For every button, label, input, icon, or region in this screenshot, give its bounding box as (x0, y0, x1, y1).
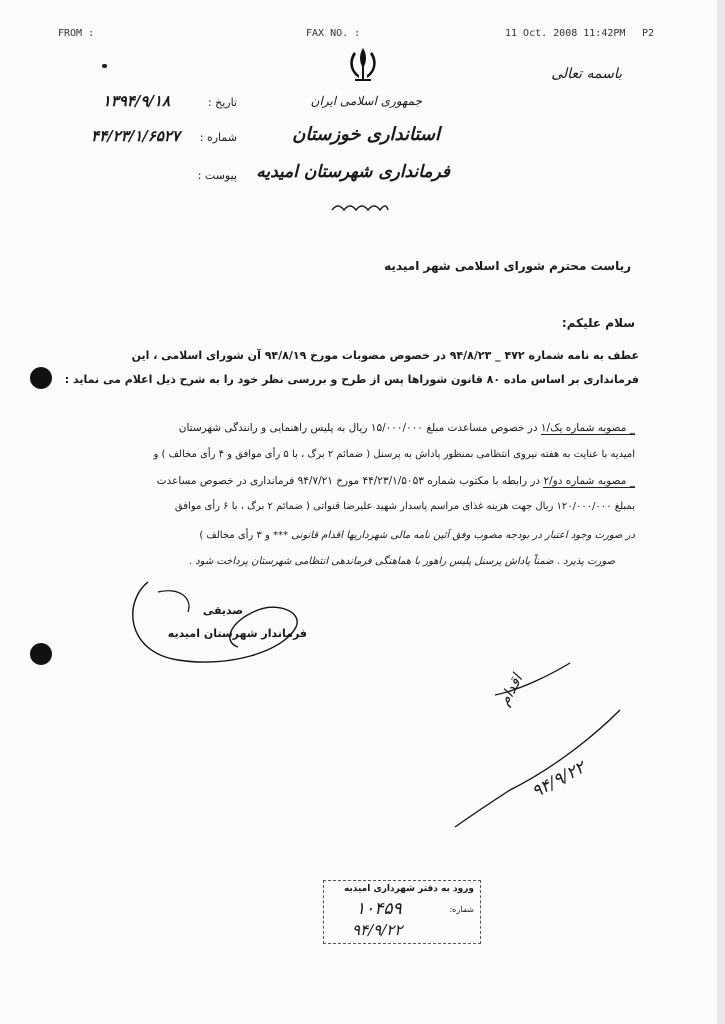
fax-page: P2 (642, 28, 655, 39)
invocation: باسمه تعالی (551, 66, 622, 82)
greeting: سلام علیکم: (561, 316, 635, 330)
margin-note-word: اقدام (495, 671, 527, 709)
intro-line-2: فرمانداری بر اساس ماده ۸۰ قانون شوراها پس از طرح و بررسی نظر خود را به شرح ذیل اعلام می نماید : (64, 373, 639, 386)
body-line-3-text: در رابطه با مکتوب شماره ۴۴/۲۳/۱/۵۰۵۳ مورخ ۹۴/۷/۲۱ فرمانداری در خصوص مساعدت (156, 475, 541, 487)
letterhead-province: استانداری خوزستان (292, 124, 440, 145)
receipt-stamp (323, 880, 481, 944)
margin-note-date: ۹۴/۹/۲۲ (528, 757, 589, 803)
signature-scribble-icon (118, 572, 303, 672)
stamp-heading: ورود به دفتر شهرداری امیدیه (343, 884, 474, 894)
body-line-1 (179, 422, 635, 434)
number-label: شماره : (199, 131, 237, 144)
handwritten-addendum-2: صورت پذیرد . ضمناً پاداش پرسنل پلیس راهور با هماهنگی فرماندهی انتظامی شهرستان پرداخت شود . (188, 556, 615, 567)
fax-from: FROM : (58, 28, 95, 39)
margin-note-scribble-icon (450, 655, 650, 835)
resolution-2-title: _ مصوبه شماره دو/۲ (543, 475, 635, 487)
punch-hole (30, 643, 52, 665)
body-line-2: امیدیه با عنایت به هفته نیروی انتظامی بمنظور پاداش به پرسنل ( ضمائم ۲ برگ ، با ۵ رأی موافق و ۴ رأی مخالف ) و (153, 449, 635, 460)
letterhead-governorate: فرمانداری شهرستان امیدیه (256, 162, 450, 182)
fax-datetime: 11 Oct. 2008 11:42PM (505, 28, 626, 39)
date-label: تاریخ : (207, 96, 237, 109)
scan-edge (717, 0, 725, 1024)
body-line-5-text: و ۳ رأی مخالف ) (199, 530, 270, 541)
stamp-date: ۹۴/۹/۲۲ (352, 921, 403, 939)
insert-marks: *** (273, 530, 289, 541)
body-line-5 (199, 530, 635, 541)
letterhead-country: جمهوری اسلامی ایران (310, 94, 422, 108)
iran-emblem-icon (345, 44, 381, 84)
body-line-4: بمبلغ ۱۲۰/۰۰۰/۰۰۰ ریال جهت هزینه غذای مراسم پاسدار شهید علیرضا قنواتی ( ضمائم ۲ برگ ، با ۶ رأی موافق (174, 501, 635, 512)
speck (102, 64, 107, 68)
body-line-3 (157, 475, 635, 487)
stamp-number: ۱۰۴۵۹ (356, 899, 402, 919)
signatory-name: صدیقی (202, 604, 243, 617)
ornament-icon (330, 200, 390, 214)
fax-number: FAX NO. : (306, 28, 361, 39)
body-line-1-text: در خصوص مساعدت مبلغ ۱۵/۰۰۰/۰۰۰ ریال به پلیس راهنمایی و رانندگی شهرستان (178, 422, 538, 434)
recipient: ریاست محترم شورای اسلامی شهر امیدیه (384, 259, 631, 273)
attachment-label: پیوست : (197, 169, 237, 182)
handwritten-addendum-1: در صورت وجود اعتبار در بودجه مصوب وفق آئین نامه مالی شهرداریها اقدام قانونی (291, 530, 635, 541)
stamp-number-label: شماره: (449, 905, 474, 914)
intro-line-1: عطف به نامه شماره ۴۷۲ _ ۹۴/۸/۲۳ در خصوص مصوبات مورخ ۹۴/۸/۱۹ آن شورای اسلامی ، این (131, 349, 639, 362)
number-value: ۴۴/۲۳/۱/۶۵۲۷ (91, 127, 180, 145)
punch-hole (30, 367, 52, 389)
resolution-1-title: _ مصوبه شماره یک/۱ (540, 422, 635, 434)
signatory-title: فرماندار شهرستان امیدیه (167, 627, 307, 640)
date-value: ۱۳۹۴/۹/۱۸ (102, 92, 170, 110)
